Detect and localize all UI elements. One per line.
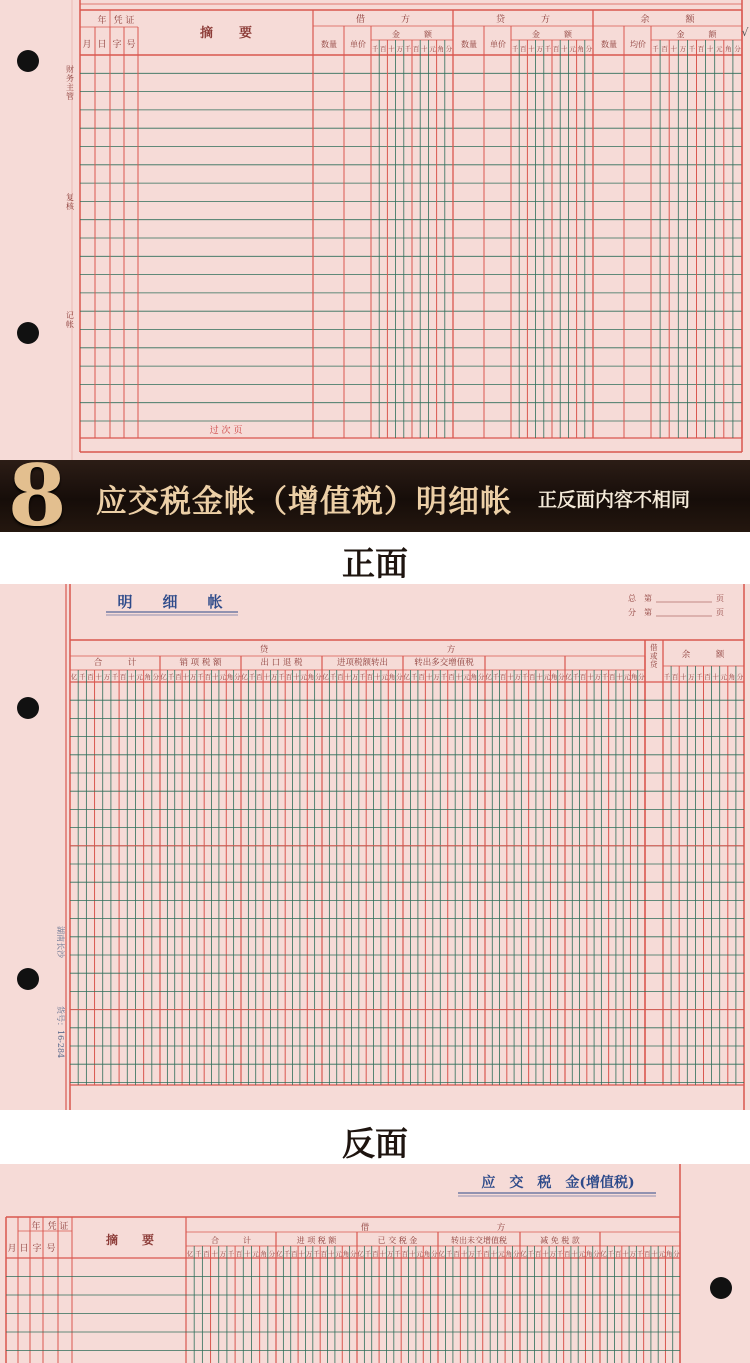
top-ledger-grid bbox=[0, 0, 750, 460]
column-label: 合 计 bbox=[211, 1236, 251, 1245]
digit-label: 百 bbox=[644, 1250, 651, 1258]
digit-label: 亿 bbox=[403, 673, 410, 681]
page-unit: 页 bbox=[716, 594, 724, 603]
digit-label: 百 bbox=[401, 1250, 409, 1258]
digit-label: 千 bbox=[329, 673, 337, 681]
total-page-label: 总 第 bbox=[628, 594, 652, 603]
digit-label: 万 bbox=[270, 673, 278, 681]
digit-label: 元 bbox=[335, 1250, 342, 1258]
digit-label: 千 bbox=[359, 673, 366, 681]
side-label-manager: 管 bbox=[66, 92, 74, 101]
column-label: 合 计 bbox=[93, 658, 137, 668]
digit-label: 十 bbox=[292, 673, 300, 681]
digit-label: 十 bbox=[263, 673, 271, 681]
digit-label: 角 bbox=[307, 673, 315, 681]
digit-label: 角 bbox=[577, 45, 584, 53]
digit-label: 百 bbox=[418, 673, 425, 681]
digit-label: 百 bbox=[285, 673, 293, 681]
digit-label: 万 bbox=[536, 45, 543, 53]
front-ledger-grid bbox=[0, 584, 750, 1110]
digit-label: 亿 bbox=[70, 673, 78, 681]
digit-label: 元 bbox=[498, 1250, 505, 1258]
digit-label: 分 bbox=[445, 45, 453, 53]
side-label-manager: 主 bbox=[66, 83, 74, 92]
digit-label: 分 bbox=[396, 673, 403, 681]
digit-label: 千 bbox=[440, 673, 448, 681]
digit-label: 千 bbox=[227, 1250, 235, 1258]
digit-label: 千 bbox=[527, 1250, 535, 1258]
digit-label: 千 bbox=[394, 1250, 401, 1258]
digit-label: 百 bbox=[337, 673, 344, 681]
front-ledger-sheet bbox=[0, 584, 750, 1110]
digit-label: 千 bbox=[663, 673, 671, 681]
column-label: 销 项 税 额 bbox=[179, 658, 222, 668]
digit-label: 百 bbox=[320, 1250, 328, 1258]
column-label: 出 口 退 税 bbox=[260, 658, 303, 668]
header-day: 日 bbox=[97, 40, 107, 50]
digit-label: 百 bbox=[204, 673, 212, 681]
digit-label: 十 bbox=[616, 673, 623, 681]
digit-label: 角 bbox=[470, 673, 478, 681]
digit-label: 元 bbox=[658, 1250, 666, 1258]
digit-label: 千 bbox=[371, 45, 379, 53]
digit-label: 百 bbox=[564, 1250, 571, 1258]
digit-label: 百 bbox=[448, 673, 455, 681]
digit-label: 十 bbox=[211, 673, 219, 681]
digit-label: 分 bbox=[513, 1250, 520, 1258]
direction-label: 贷 bbox=[650, 660, 658, 669]
side-label-manager: 财 bbox=[66, 65, 74, 74]
digit-label: 亿 bbox=[276, 1250, 283, 1258]
digit-label: 万 bbox=[594, 673, 601, 681]
digit-label: 百 bbox=[661, 45, 668, 53]
group-label: 贷 方 bbox=[495, 15, 551, 25]
price-label: 均价 bbox=[630, 40, 646, 49]
digit-label: 分 bbox=[585, 45, 593, 53]
digit-label: 千 bbox=[521, 673, 529, 681]
digit-label: 千 bbox=[492, 673, 500, 681]
digit-label: 角 bbox=[728, 673, 736, 681]
digit-label: 亿 bbox=[485, 673, 492, 681]
qty-label: 数量 bbox=[321, 40, 337, 49]
credit-label: 贷 方 bbox=[259, 645, 456, 655]
digit-label: 角 bbox=[437, 45, 444, 53]
header-no: 号 bbox=[46, 1244, 56, 1254]
digit-label: 十 bbox=[706, 45, 714, 53]
digit-label: 元 bbox=[623, 673, 631, 681]
digit-label: 百 bbox=[697, 45, 705, 53]
digit-label: 分 bbox=[558, 673, 565, 681]
digit-label: 百 bbox=[291, 1250, 298, 1258]
digit-label: 万 bbox=[433, 673, 440, 681]
digit-label: 亿 bbox=[438, 1250, 445, 1258]
digit-label: 角 bbox=[725, 45, 732, 53]
direction-label: 借 bbox=[650, 643, 658, 652]
digit-label: 十 bbox=[571, 1250, 578, 1258]
digit-label: 十 bbox=[373, 673, 381, 681]
header-voucher: 凭 证 bbox=[47, 1222, 69, 1232]
digit-label: 十 bbox=[95, 673, 102, 681]
digit-label: 万 bbox=[103, 673, 111, 681]
digit-label: 分 bbox=[734, 45, 741, 53]
digit-label: 角 bbox=[423, 1250, 431, 1258]
digit-label: 百 bbox=[520, 45, 527, 53]
digit-label: 元 bbox=[416, 1250, 423, 1258]
header-type: 字 bbox=[112, 40, 122, 50]
digit-label: 十 bbox=[712, 673, 719, 681]
footer-carry-forward: 过 次 页 bbox=[209, 426, 243, 436]
digit-label: 十 bbox=[528, 45, 535, 53]
digit-label: 元 bbox=[543, 673, 551, 681]
digit-label: 千 bbox=[248, 673, 256, 681]
printer-location: 湖南长沙 bbox=[56, 926, 65, 958]
digit-label: 千 bbox=[410, 673, 418, 681]
digit-label: 千 bbox=[636, 1250, 644, 1258]
banner-title: 应交税金帐（增值税）明细帐 bbox=[96, 484, 512, 520]
digit-label: 十 bbox=[211, 1250, 218, 1258]
digit-label: 元 bbox=[381, 673, 388, 681]
digit-label: 百 bbox=[256, 673, 263, 681]
digit-label: 角 bbox=[260, 1250, 267, 1258]
header-day: 日 bbox=[19, 1244, 29, 1254]
column-label: 转出未交增值税 bbox=[451, 1236, 507, 1245]
digit-label: 十 bbox=[536, 673, 543, 681]
digit-label: 角 bbox=[144, 673, 151, 681]
digit-label: 分 bbox=[431, 1250, 438, 1258]
digit-label: 十 bbox=[379, 1250, 387, 1258]
digit-label: 分 bbox=[315, 673, 322, 681]
column-label: 减 免 税 款 bbox=[540, 1236, 580, 1245]
digit-label: 元 bbox=[300, 673, 307, 681]
digit-label: 百 bbox=[453, 1250, 460, 1258]
column-label: 进 项 税 额 bbox=[296, 1236, 337, 1245]
digit-label: 角 bbox=[665, 1250, 673, 1258]
digit-label: 亿 bbox=[565, 673, 572, 681]
digit-label: 十 bbox=[327, 1250, 335, 1258]
digit-label: 角 bbox=[630, 673, 638, 681]
back-ledger-grid bbox=[0, 1164, 750, 1363]
digit-label: 十 bbox=[425, 673, 433, 681]
digit-label: 百 bbox=[372, 1250, 379, 1258]
digit-label: 元 bbox=[463, 673, 470, 681]
digit-label: 百 bbox=[499, 673, 507, 681]
digit-label: 角 bbox=[388, 673, 396, 681]
digit-label: 万 bbox=[219, 1250, 227, 1258]
digit-label: 百 bbox=[704, 673, 711, 681]
digit-label: 亿 bbox=[322, 673, 329, 681]
digit-label: 千 bbox=[111, 673, 119, 681]
header-month: 月 bbox=[82, 40, 92, 50]
side-label-review: 复 bbox=[66, 193, 74, 202]
digit-label: 千 bbox=[313, 1250, 320, 1258]
group-label: 借 方 bbox=[355, 15, 411, 25]
digit-label: 角 bbox=[505, 1250, 513, 1258]
digit-label: 千 bbox=[195, 1250, 202, 1258]
back-ledger-sheet bbox=[0, 1164, 750, 1363]
digit-label: 万 bbox=[189, 673, 197, 681]
digit-label: 百 bbox=[579, 673, 587, 681]
digit-label: 百 bbox=[203, 1250, 210, 1258]
digit-label: 千 bbox=[511, 45, 519, 53]
digit-label: 角 bbox=[342, 1250, 350, 1258]
qty-label: 数量 bbox=[601, 40, 617, 49]
digit-label: 十 bbox=[587, 673, 594, 681]
digit-label: 千 bbox=[445, 1250, 453, 1258]
digit-label: 十 bbox=[244, 1250, 251, 1258]
sheet-title: 应 交 税 金(增值税) bbox=[481, 1175, 635, 1191]
side-label-review: 核 bbox=[66, 202, 74, 211]
digit-label: 分 bbox=[593, 1250, 600, 1258]
debit-label: 借 方 bbox=[360, 1223, 506, 1233]
digit-label: 万 bbox=[629, 1250, 636, 1258]
column-label: 转出多交增值税 bbox=[414, 658, 474, 668]
digit-label: 千 bbox=[601, 673, 609, 681]
digit-label: 元 bbox=[136, 673, 143, 681]
digit-label: 元 bbox=[252, 1250, 259, 1258]
digit-label: 元 bbox=[429, 45, 436, 53]
digit-label: 百 bbox=[119, 673, 127, 681]
digit-label: 分 bbox=[673, 1250, 680, 1258]
amount-label: 金 额 bbox=[676, 30, 717, 39]
price-label: 单价 bbox=[490, 40, 506, 49]
digit-label: 千 bbox=[544, 45, 552, 53]
direction-label: 或 bbox=[650, 651, 658, 661]
header-type: 字 bbox=[32, 1244, 42, 1254]
digit-label: 十 bbox=[542, 1250, 549, 1258]
digit-label: 元 bbox=[578, 1250, 586, 1258]
price-label: 单价 bbox=[350, 40, 366, 49]
digit-label: 百 bbox=[609, 673, 616, 681]
balance-label: 余 额 bbox=[681, 650, 725, 660]
digit-label: 千 bbox=[696, 673, 703, 681]
digit-label: 十 bbox=[670, 45, 677, 53]
digit-label: 元 bbox=[219, 673, 226, 681]
digit-label: 百 bbox=[552, 45, 560, 53]
digit-label: 千 bbox=[475, 1250, 483, 1258]
digit-label: 万 bbox=[679, 45, 687, 53]
side-label-bookkeeper: 帐 bbox=[66, 320, 74, 329]
qty-label: 数量 bbox=[461, 40, 477, 49]
side-label-bookkeeper: 记 bbox=[66, 311, 74, 320]
digit-label: 分 bbox=[234, 673, 241, 681]
digit-label: 百 bbox=[614, 1250, 622, 1258]
digit-label: 十 bbox=[421, 45, 428, 53]
amount-label: 金 额 bbox=[392, 30, 432, 39]
header-month: 月 bbox=[7, 1244, 17, 1254]
digit-label: 千 bbox=[572, 673, 580, 681]
digit-label: 千 bbox=[404, 45, 412, 53]
digit-label: 十 bbox=[651, 1250, 658, 1258]
side-label-manager: 务 bbox=[66, 74, 74, 83]
digit-label: 角 bbox=[226, 673, 234, 681]
digit-label: 十 bbox=[182, 673, 190, 681]
digit-label: 百 bbox=[671, 673, 679, 681]
header-voucher: 凭 证 bbox=[113, 16, 135, 26]
digit-label: 分 bbox=[268, 1250, 276, 1258]
digit-label: 十 bbox=[388, 45, 395, 53]
digit-label: 十 bbox=[490, 1250, 498, 1258]
digit-label: 万 bbox=[549, 1250, 556, 1258]
digit-label: 元 bbox=[569, 45, 576, 53]
digit-label: 千 bbox=[197, 673, 204, 681]
back-heading: 反面 bbox=[342, 1124, 408, 1163]
digit-label: 元 bbox=[716, 45, 723, 53]
digit-label: 十 bbox=[408, 1250, 416, 1258]
top-ledger-sheet bbox=[0, 0, 750, 460]
digit-label: 万 bbox=[688, 673, 695, 681]
digit-label: 千 bbox=[556, 1250, 564, 1258]
digit-label: 万 bbox=[386, 1250, 394, 1258]
header-no: 号 bbox=[126, 40, 136, 50]
digit-label: 万 bbox=[468, 1250, 475, 1258]
digit-label: 十 bbox=[561, 45, 568, 53]
digit-label: 百 bbox=[366, 673, 374, 681]
digit-label: 分 bbox=[638, 673, 645, 681]
front-heading: 正面 bbox=[342, 544, 408, 583]
digit-label: 百 bbox=[235, 1250, 243, 1258]
digit-label: 百 bbox=[483, 1250, 490, 1258]
sheet-title: 明 细 帐 bbox=[117, 593, 223, 611]
digit-label: 十 bbox=[460, 1250, 468, 1258]
digit-label: 千 bbox=[607, 1250, 615, 1258]
digit-label: 千 bbox=[167, 673, 175, 681]
header-year: 年 bbox=[97, 16, 107, 26]
banner-subtitle: 正反面内容不相同 bbox=[538, 489, 691, 511]
digit-label: 亿 bbox=[600, 1250, 607, 1258]
digit-label: 十 bbox=[298, 1250, 306, 1258]
digit-label: 千 bbox=[652, 45, 659, 53]
digit-label: 亿 bbox=[357, 1250, 364, 1258]
digit-label: 百 bbox=[529, 673, 536, 681]
digit-label: 千 bbox=[79, 673, 86, 681]
digit-label: 百 bbox=[534, 1250, 542, 1258]
product-code: 货号：16-284 bbox=[56, 1006, 65, 1059]
product-banner bbox=[0, 460, 750, 532]
group-label: 余 额 bbox=[640, 15, 695, 25]
digit-label: 千 bbox=[688, 45, 696, 53]
digit-label: 百 bbox=[412, 45, 420, 53]
digit-label: 角 bbox=[585, 1250, 593, 1258]
digit-label: 百 bbox=[175, 673, 182, 681]
digit-label: 万 bbox=[396, 45, 403, 53]
sub-page-label: 分 第 bbox=[628, 608, 652, 617]
digit-label: 分 bbox=[736, 673, 744, 681]
digit-label: 亿 bbox=[241, 673, 248, 681]
digit-label: 千 bbox=[364, 1250, 372, 1258]
digit-label: 千 bbox=[283, 1250, 291, 1258]
summary-label: 摘 要 bbox=[199, 26, 253, 41]
banner-number: 8 bbox=[8, 460, 67, 532]
page-unit: 页 bbox=[716, 608, 724, 617]
digit-label: 十 bbox=[507, 673, 514, 681]
digit-label: 千 bbox=[278, 673, 285, 681]
digit-label: 十 bbox=[455, 673, 463, 681]
digit-label: 百 bbox=[87, 673, 94, 681]
column-label: 已 交 税 金 bbox=[377, 1236, 418, 1245]
digit-label: 亿 bbox=[520, 1250, 527, 1258]
header-year: 年 bbox=[31, 1222, 41, 1232]
digit-label: 万 bbox=[351, 673, 359, 681]
digit-label: 分 bbox=[478, 673, 485, 681]
summary-label: 摘 要 bbox=[105, 1233, 155, 1247]
digit-label: 角 bbox=[550, 673, 558, 681]
digit-label: 十 bbox=[680, 673, 687, 681]
digit-label: 分 bbox=[152, 673, 160, 681]
check-mark: √ bbox=[741, 26, 749, 39]
amount-label: 金 额 bbox=[532, 30, 572, 39]
column-label: 进项税额转出 bbox=[336, 658, 389, 668]
digit-label: 万 bbox=[514, 673, 521, 681]
digit-label: 亿 bbox=[160, 673, 167, 681]
digit-label: 亿 bbox=[186, 1250, 194, 1258]
digit-label: 万 bbox=[305, 1250, 313, 1258]
digit-label: 元 bbox=[720, 673, 727, 681]
digit-label: 十 bbox=[622, 1250, 629, 1258]
digit-label: 十 bbox=[344, 673, 352, 681]
digit-label: 分 bbox=[350, 1250, 357, 1258]
digit-label: 百 bbox=[380, 45, 387, 53]
digit-label: 十 bbox=[128, 673, 135, 681]
